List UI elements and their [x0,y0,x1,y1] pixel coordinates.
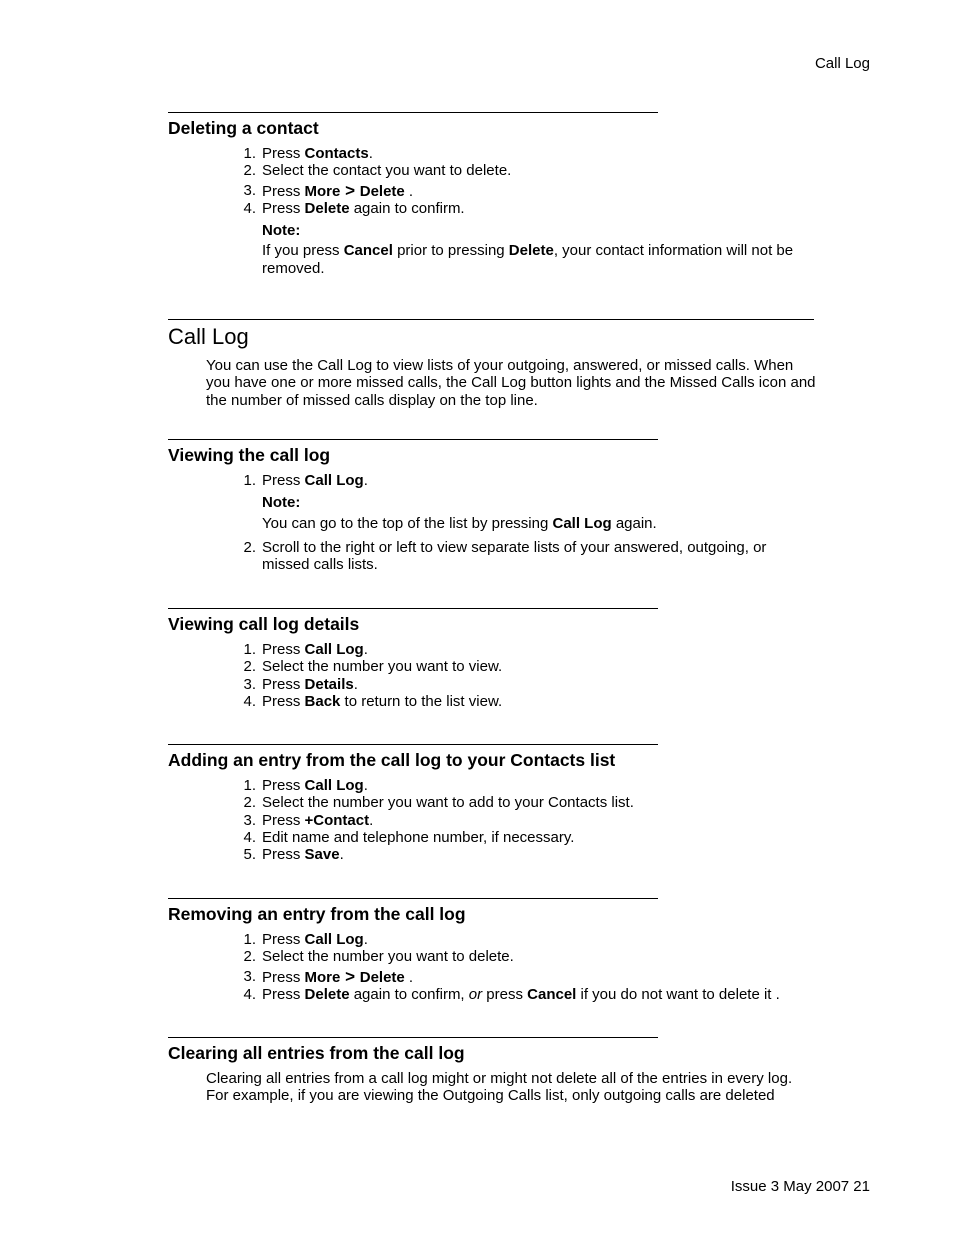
steps-list [168,641,658,710]
list-item: 1. Press Call Log. [243,777,368,794]
note-text: You can go to the top of the list by pressing Call Log again. [262,514,657,532]
body-paragraph: Clearing all entries from a call log might or might not delete all of the entries in every log. For example, if you are viewing the Outgoing Calls list, only outgoing calls are deleted [206,1070,793,1105]
section-rule [168,439,658,440]
note-label: Note: [262,494,301,512]
steps-list [168,931,780,1003]
steps-list [168,539,808,574]
section-rule [168,1037,658,1038]
list-item: 4. Edit name and telephone number, if necessary. [243,828,575,846]
section-adding-entry [168,744,658,863]
section-deleting-contact [168,112,822,277]
section-call-log [168,319,816,409]
section-viewing-details [168,608,658,710]
list-item: 2. Select the number you want to delete. [243,948,514,966]
list-item: 3. Press More > Delete . [243,966,414,986]
steps-list [168,777,658,863]
section-rule [168,744,658,745]
list-item: 3. Press +Contact. [243,811,374,829]
page-footer: Issue 3 May 2007 21 [730,1178,870,1195]
note-text: If you press Cancel prior to pressing Delete, your contact information will not be removed. [262,242,794,277]
section-heading: Adding an entry from the call log to your Contacts list [168,750,616,770]
section-rule [168,608,658,609]
section-heading: Viewing the call log [168,445,331,465]
steps-list [168,472,808,489]
list-item: 5. Press Save. [243,846,344,864]
note [168,494,808,532]
section-removing-entry [168,898,780,1003]
list-item: 4. Press Delete again to confirm, or press Cancel if you do not want to delete it . [243,985,780,1003]
intro-paragraph: You can use the Call Log to view lists of your outgoing, answered, or missed calls. When you have one or more missed calls, the Call Log button lights and the Missed Calls icon and the number of missed calls display on the top line. [206,357,816,409]
list-item: 1. Press Call Log. [243,641,368,658]
list-item: 2. Scroll to the right or left to view separate lists of your answered, outgoing, or missed calls lists. [243,538,767,574]
section-rule [168,319,814,320]
list-item: 4. Press Back to return to the list view. [243,692,503,710]
list-item: 1. Press Call Log. [243,931,368,948]
list-item: 1. Press Contacts. [243,145,373,162]
list-item: 1. Press Call Log. [243,472,368,489]
section-viewing-call-log [168,439,808,573]
section-heading: Deleting a contact [168,118,319,138]
list-item: 2. Select the number you want to add to your Contacts list. [243,794,634,812]
list-item: 2. Select the number you want to view. [243,658,503,676]
section-heading: Clearing all entries from the call log [168,1043,465,1063]
steps-list [168,145,822,217]
list-item: 3. Press More > Delete . [243,180,414,200]
section-clearing-entries [168,1037,816,1105]
note [168,222,822,277]
running-header: Call Log [814,55,870,72]
section-heading: Removing an entry from the call log [168,904,466,924]
list-item: 2. Select the contact you want to delete. [243,162,512,180]
list-item: 3. Press Details. [243,675,358,693]
section-rule [168,112,658,113]
chapter-heading: Call Log [168,324,249,349]
section-heading: Viewing call log details [168,614,360,634]
section-rule [168,898,658,899]
list-item: 4. Press Delete again to confirm. [243,199,465,217]
note-label: Note: [262,222,301,240]
